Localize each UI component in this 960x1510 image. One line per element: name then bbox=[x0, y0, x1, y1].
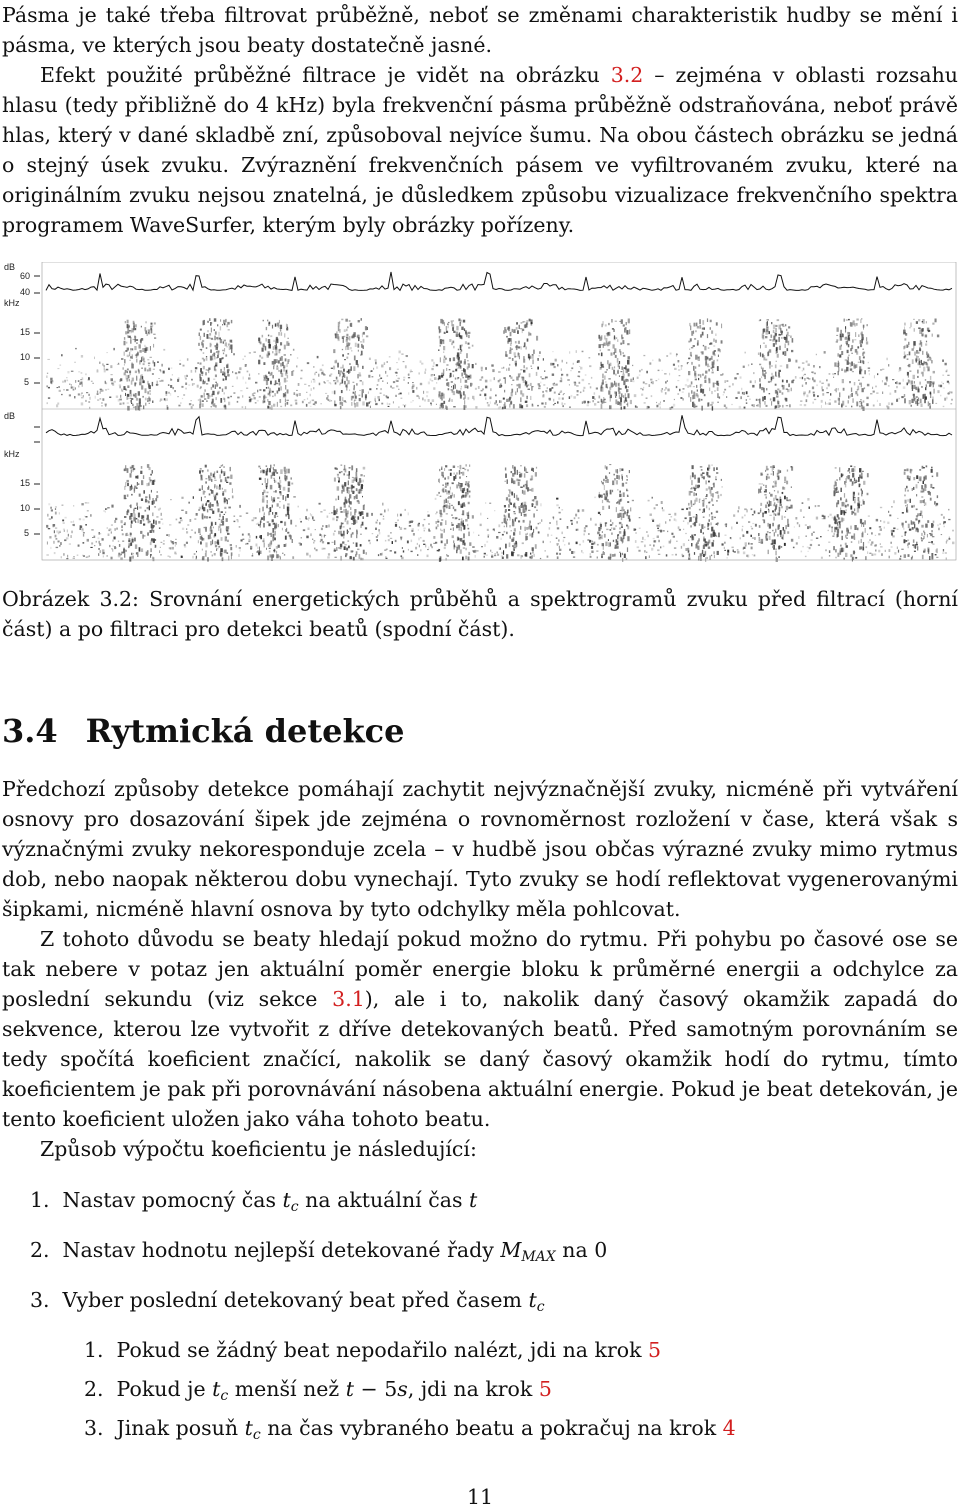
figure-frame bbox=[42, 262, 956, 560]
list-item bbox=[30, 1285, 545, 1315]
section-number: 3.4 bbox=[2, 712, 58, 750]
text: ), ale i to, nakolik daný časový okamžik zapadá do sekvence, kterou lze vytvořit z dříve detekovaných beatů. Před samotným porovnáním se tedy spočítá koeficient značící, nakolik se daný časový okamžik hodí do rytmu, tímto koeficientem je pak při porovnávání násobena aktuální energie. Pokud je beat detekován, je tento koeficient uložen jako váha tohoto beatu. bbox=[2, 987, 958, 1131]
text: − 5 bbox=[354, 1377, 398, 1401]
math-var: s bbox=[397, 1377, 408, 1401]
math-var: M bbox=[500, 1238, 522, 1262]
section-heading bbox=[2, 712, 405, 750]
list-number: 2. bbox=[30, 1238, 50, 1262]
list-item bbox=[30, 1235, 607, 1265]
bottom-freq-tick: 15 bbox=[20, 478, 31, 488]
top-spectrogram bbox=[46, 318, 953, 411]
math-var: t bbox=[528, 1288, 537, 1312]
list-number: 2. bbox=[84, 1377, 104, 1401]
figure-caption bbox=[2, 584, 958, 644]
text: na 0 bbox=[555, 1238, 608, 1262]
sub-list-item bbox=[84, 1413, 736, 1443]
page-number: 11 bbox=[466, 1485, 494, 1509]
math-sub: MAX bbox=[521, 1249, 556, 1265]
text: na aktuální čas bbox=[298, 1188, 469, 1212]
math-sub: c bbox=[290, 1199, 299, 1215]
paragraph: Pásma je také třeba filtrovat průběžně, neboť se změnami charakteristik hudby se mění i pásma, ve kterých jsou beaty dostatečně jasné. bbox=[2, 3, 958, 57]
figure-reference-link[interactable]: 3.2 bbox=[610, 63, 644, 87]
text: Pokud je bbox=[116, 1377, 213, 1401]
top-energy-tick: 60 bbox=[20, 271, 31, 281]
text: Efekt použité průběžné filtrace je vidět na obrázku bbox=[40, 63, 611, 87]
top-freq-tick: 10 bbox=[20, 352, 31, 362]
step-reference-link[interactable]: 5 bbox=[538, 1377, 552, 1401]
text: Nastav hodnotu nejlepší detekované řady bbox=[62, 1238, 501, 1262]
paragraph: Předchozí způsoby detekce pomáhají zachytit nejvýznačnější zvuky, nicméně při vytváření osnovy pro dosazování šipek jde zejména o rovnoměrnost rozložení v čase, která však s význačnými zvuky nekoresponduje zcela – v hudbě jsou občas výrazné zvuky mimo rytmus dob, nebo naopak některou dobu vynechají. Tyto zvuky se hodí reflektovat vygenerovanými šipkami, nicméně hlavní osnova by tyto odchylky měla pohlcovat. bbox=[2, 777, 958, 921]
bottom-freq-tick: 5 bbox=[24, 528, 30, 538]
top-energy-tick: 40 bbox=[20, 287, 31, 297]
math-sub: c bbox=[536, 1299, 545, 1315]
bottom-energy-curve bbox=[46, 415, 952, 435]
text: Z tohoto důvodu se beaty hledají pokud možno do rytmu. Při pohybu po časové ose se tak nebere v potaz jen aktuální poměr energie bloku k průměrné energii a odchylce za poslední sekundu (viz sekce bbox=[2, 927, 958, 1011]
text: , jdi na krok bbox=[407, 1377, 539, 1401]
intro-paragraphs bbox=[2, 0, 958, 240]
text: – zejména v oblasti rozsahu hlasu (tedy přibližně do 4 kHz) byla frekvenční pásma průběžně odstraňována, neboť právě hlas, který v dané skladbě zní, způsoboval nejvíce šumu. Na obou částech obrázku se jedná o stejný úsek zvuku. Zvýraznění frekvenčních pásem ve vyfiltrovaném zvuku, které na originálním zvuku nejsou znatelná, je důsledkem způsobu vizualizace frekvenčního spektra programem WaveSurfer, kterým byly obrázky pořízeny. bbox=[2, 63, 958, 237]
math-var: t bbox=[345, 1377, 354, 1401]
text: menší než bbox=[228, 1377, 346, 1401]
paragraph bbox=[2, 924, 958, 1134]
math-sub: c bbox=[220, 1388, 229, 1404]
text: Nastav pomocný čas bbox=[62, 1188, 283, 1212]
sub-list-item bbox=[84, 1335, 661, 1365]
paragraph bbox=[2, 60, 958, 240]
top-freq-tick: 15 bbox=[20, 327, 31, 337]
math-var: t bbox=[244, 1416, 253, 1440]
top-freq-tick: 5 bbox=[24, 377, 30, 387]
section-body bbox=[2, 774, 958, 1164]
bottom-freq-tick: 10 bbox=[20, 503, 31, 513]
top-energy-unit: dB bbox=[4, 262, 16, 272]
caption-text: Obrázek 3.2: Srovnání energetických průběhů a spektrogramů zvuku před filtrací (horní část) a po filtraci pro detekci beatů (spodní část). bbox=[2, 587, 958, 641]
bottom-energy-unit: dB bbox=[4, 411, 16, 421]
text: Pokud se žádný beat nepodařilo nalézt, jdi na krok bbox=[116, 1338, 649, 1362]
list-number: 1. bbox=[84, 1338, 104, 1362]
top-energy-curve bbox=[46, 272, 952, 290]
math-var: t bbox=[212, 1377, 221, 1401]
paragraph: Způsob výpočtu koeficientu je následující: bbox=[40, 1137, 477, 1161]
top-freq-unit: kHz bbox=[4, 298, 20, 308]
sub-list-item bbox=[84, 1374, 552, 1404]
step-reference-link[interactable]: 5 bbox=[648, 1338, 662, 1362]
math-var: t bbox=[468, 1188, 478, 1212]
figure-spectrograms bbox=[2, 262, 958, 562]
section-title: Rytmická detekce bbox=[85, 712, 405, 750]
step-reference-link[interactable]: 4 bbox=[722, 1416, 736, 1440]
text: Vyber poslední detekovaný beat před časem bbox=[62, 1288, 529, 1312]
text: na čas vybraného beatu a pokračuj na krok bbox=[260, 1416, 723, 1440]
math-sub: c bbox=[252, 1427, 261, 1443]
math-var: t bbox=[282, 1188, 291, 1212]
bottom-freq-unit: kHz bbox=[4, 449, 20, 459]
list-number: 1. bbox=[30, 1188, 50, 1212]
bottom-spectrogram bbox=[46, 464, 954, 562]
section-reference-link[interactable]: 3.1 bbox=[332, 987, 365, 1011]
list-number: 3. bbox=[84, 1416, 104, 1440]
list-number: 3. bbox=[30, 1288, 50, 1312]
text: Jinak posuň bbox=[116, 1416, 245, 1440]
list-item bbox=[30, 1185, 477, 1215]
spectrogram-figure bbox=[2, 262, 958, 562]
